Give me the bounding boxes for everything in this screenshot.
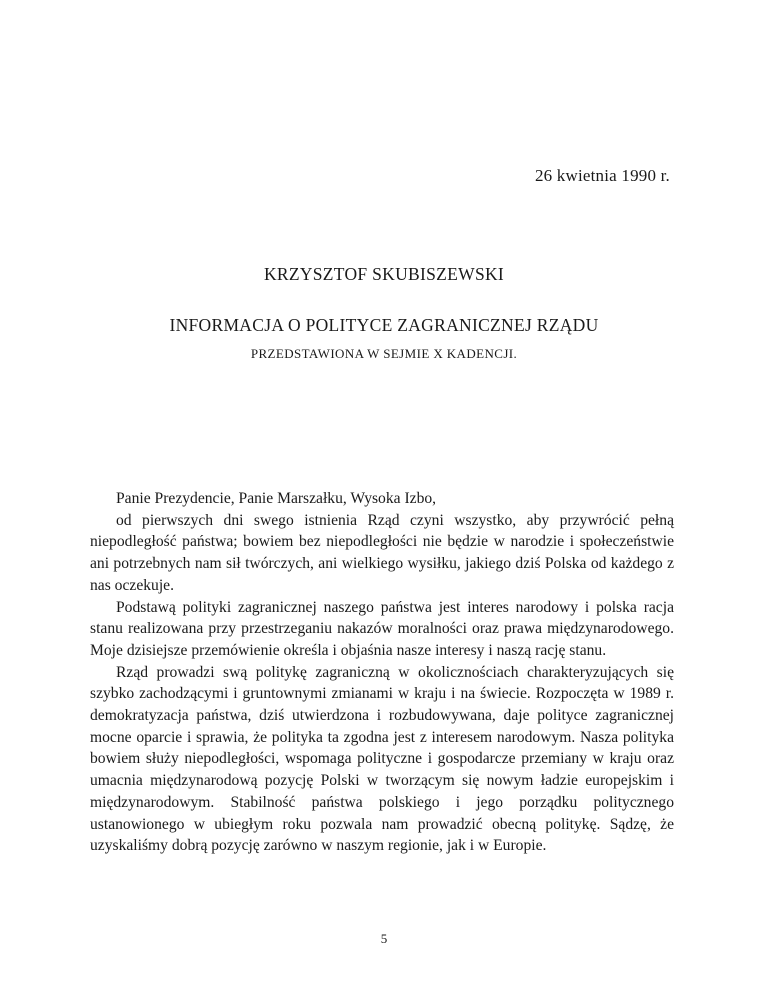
paragraph-salutation: Panie Prezydencie, Panie Marszałku, Wysoka Izbo, [116, 490, 437, 507]
paragraph-2: Podstawą polityki zagranicznej naszego państwa jest interes narodowy i polska racja stanu realizowana przy przestrzeganiu nakazów moralności oraz prawa międzynarodowego. Moje dzisiejsze przemówienie określa i objaśnia nasze interesy i naszą rację stanu. [90, 598, 674, 659]
document-date: 26 kwietnia 1990 r. [534, 166, 670, 185]
page-number: 5 [380, 931, 388, 946]
body-text [90, 488, 674, 857]
author-name: KRZYSZTOF SKUBISZEWSKI [263, 264, 505, 284]
paragraph-3: Rząd prowadzi swą politykę zagraniczną w okolicznościach charakteryzujących się szybko zachodzącymi i gruntownymi zmianami w kraju i na świecie. Rozpoczęta w 1989 r. demokratyzacja państwa, dziś utwierdzona i rozbudowywana, daje polityce zagranicznej mocne oparcie i sprawia, że polityka ta zgodna jest z interesem narodowym. Nasza polityka bowiem służy niepodległości, wspomaga polityczne i gospodarcze przemiany w kraju oraz umacnia międzynarodową pozycję Polski w tworzącym się nowym ładzie europejskim i międzynarodowym. Stabilność państwa polskiego i jego porządku politycznego ustanowionego w ubiegłym roku pozwala nam prowadzić obecną politykę. Sądzę, że uzyskaliśmy dobrą pozycję zarówno w naszym regionie, jak i w Europie. [90, 663, 674, 855]
document-subtitle: PRZEDSTAWIONA W SEJMIE X KADENCJI. [250, 346, 518, 361]
document-title: INFORMACJA O POLITYCE ZAGRANICZNEJ RZĄDU [169, 315, 599, 335]
paragraph-1: od pierwszych dni swego istnienia Rząd czyni wszystko, aby przywrócić pełną niepodległość państwa; bowiem bez niepodległości nie będzie w narodzie i społeczeństwie ani potrzebnych nam sił twórczych, ani wielkiego wysiłku, jakiego dziś Polska od każdego z nas oczekuje. [90, 511, 674, 594]
